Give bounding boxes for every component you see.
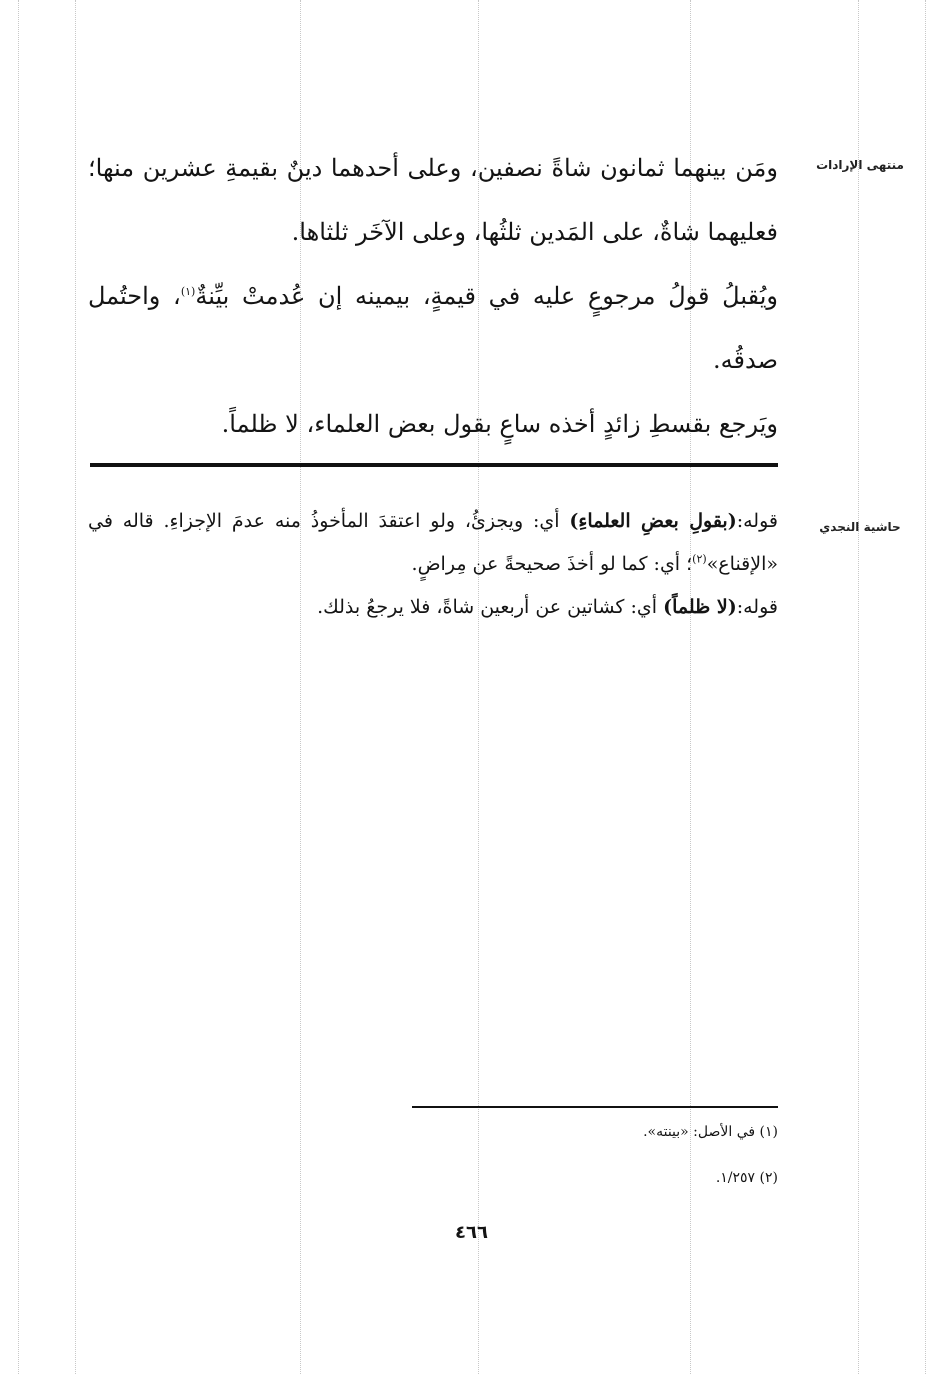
commentary-text <box>88 500 778 629</box>
commentary-quote: (بقولِ بعضِ العلماءِ) <box>569 510 737 532</box>
main-paragraph-text: ويُقبلُ قولُ مرجوعٍ عليه في قيمةٍ، بيمينه إن عُدمتْ بيِّنةٌ <box>195 282 778 310</box>
commentary-lead: قوله: <box>736 596 778 618</box>
scan-guide-line <box>75 0 76 1374</box>
footnote-divider <box>412 1106 778 1108</box>
side-label-main-text: منتهى الإرادات <box>816 158 904 172</box>
commentary-paragraph <box>88 586 778 629</box>
main-paragraph <box>88 264 778 392</box>
commentary-paragraph <box>88 500 778 586</box>
footnote-ref: (١) <box>180 285 196 298</box>
footnote: (١) في الأصل: «بينته». <box>643 1124 778 1140</box>
commentary-quote: (لا ظلماً) <box>663 596 737 618</box>
page-number: ٤٦٦ <box>455 1222 488 1243</box>
footnote-ref: (٢) <box>692 552 707 566</box>
side-label-commentary: حاشية النجدي <box>819 520 901 534</box>
scan-guide-line <box>18 0 19 1374</box>
section-divider <box>90 463 778 467</box>
main-text <box>88 136 778 456</box>
scan-guide-line <box>858 0 859 1374</box>
commentary-text-run: أي: كشاتين عن أربعين شاةً، فلا يرجعُ بذلك. <box>317 596 664 618</box>
scan-guide-line <box>925 0 926 1374</box>
commentary-text-run: أي: ويجزئُ، ولو اعتقدَ المأخوذُ منه عدمَ الإجزاءِ. قاله في «الإقناع» <box>88 510 778 575</box>
main-paragraph-text: ، واحتُمل صدقُه. <box>88 282 778 374</box>
footnote: (٢) ١/٢٥٧. <box>715 1170 778 1186</box>
main-paragraph: ومَن بينهما ثمانون شاةً نصفين، وعلى أحدهما دينٌ بقيمةِ عشرين منها؛ فعليهما شاةٌ، على المَدين ثلثُها، وعلى الآخَر ثلثاها. <box>88 154 778 246</box>
commentary-text-run: ؛ أي: كما لو أخذَ صحيحةً عن مِراضٍ. <box>411 553 693 575</box>
commentary-lead: قوله: <box>736 510 778 532</box>
main-paragraph: ويَرجع بقسطِ زائدٍ أخذه ساعٍ بقول بعض العلماء، لا ظلماً. <box>221 410 778 438</box>
